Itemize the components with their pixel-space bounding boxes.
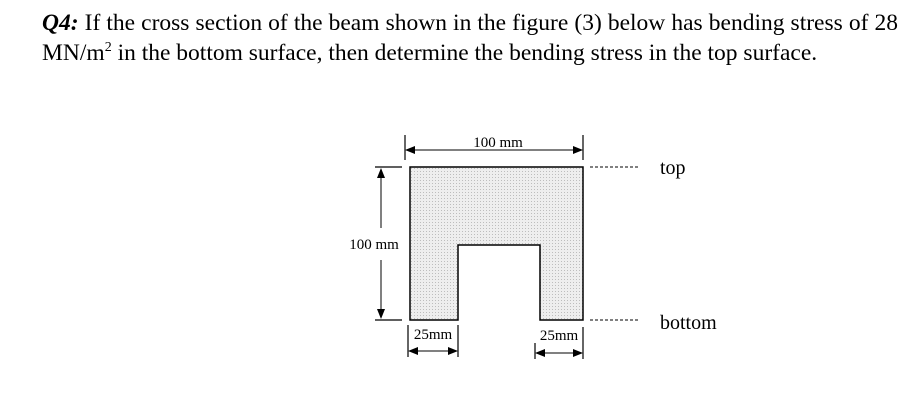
height-label: 100 mm xyxy=(349,237,399,253)
width-label: 100 mm xyxy=(473,135,523,151)
right-leg-label: 25mm xyxy=(539,328,579,344)
left-leg-label: 25mm xyxy=(413,327,453,343)
bottom-label: bottom xyxy=(660,312,717,334)
question-label: Q4: xyxy=(42,10,79,36)
top-label: top xyxy=(660,157,686,179)
question-text-part1: If the cross section of the beam shown in the figure (3) below has bending stress of 28 MN/m xyxy=(42,10,899,66)
beam-section-shape xyxy=(410,167,583,320)
question-text-part2: in the bottom surface, then determine the bending stress in the top surface. xyxy=(117,40,818,66)
superscript: 2 xyxy=(104,40,112,55)
